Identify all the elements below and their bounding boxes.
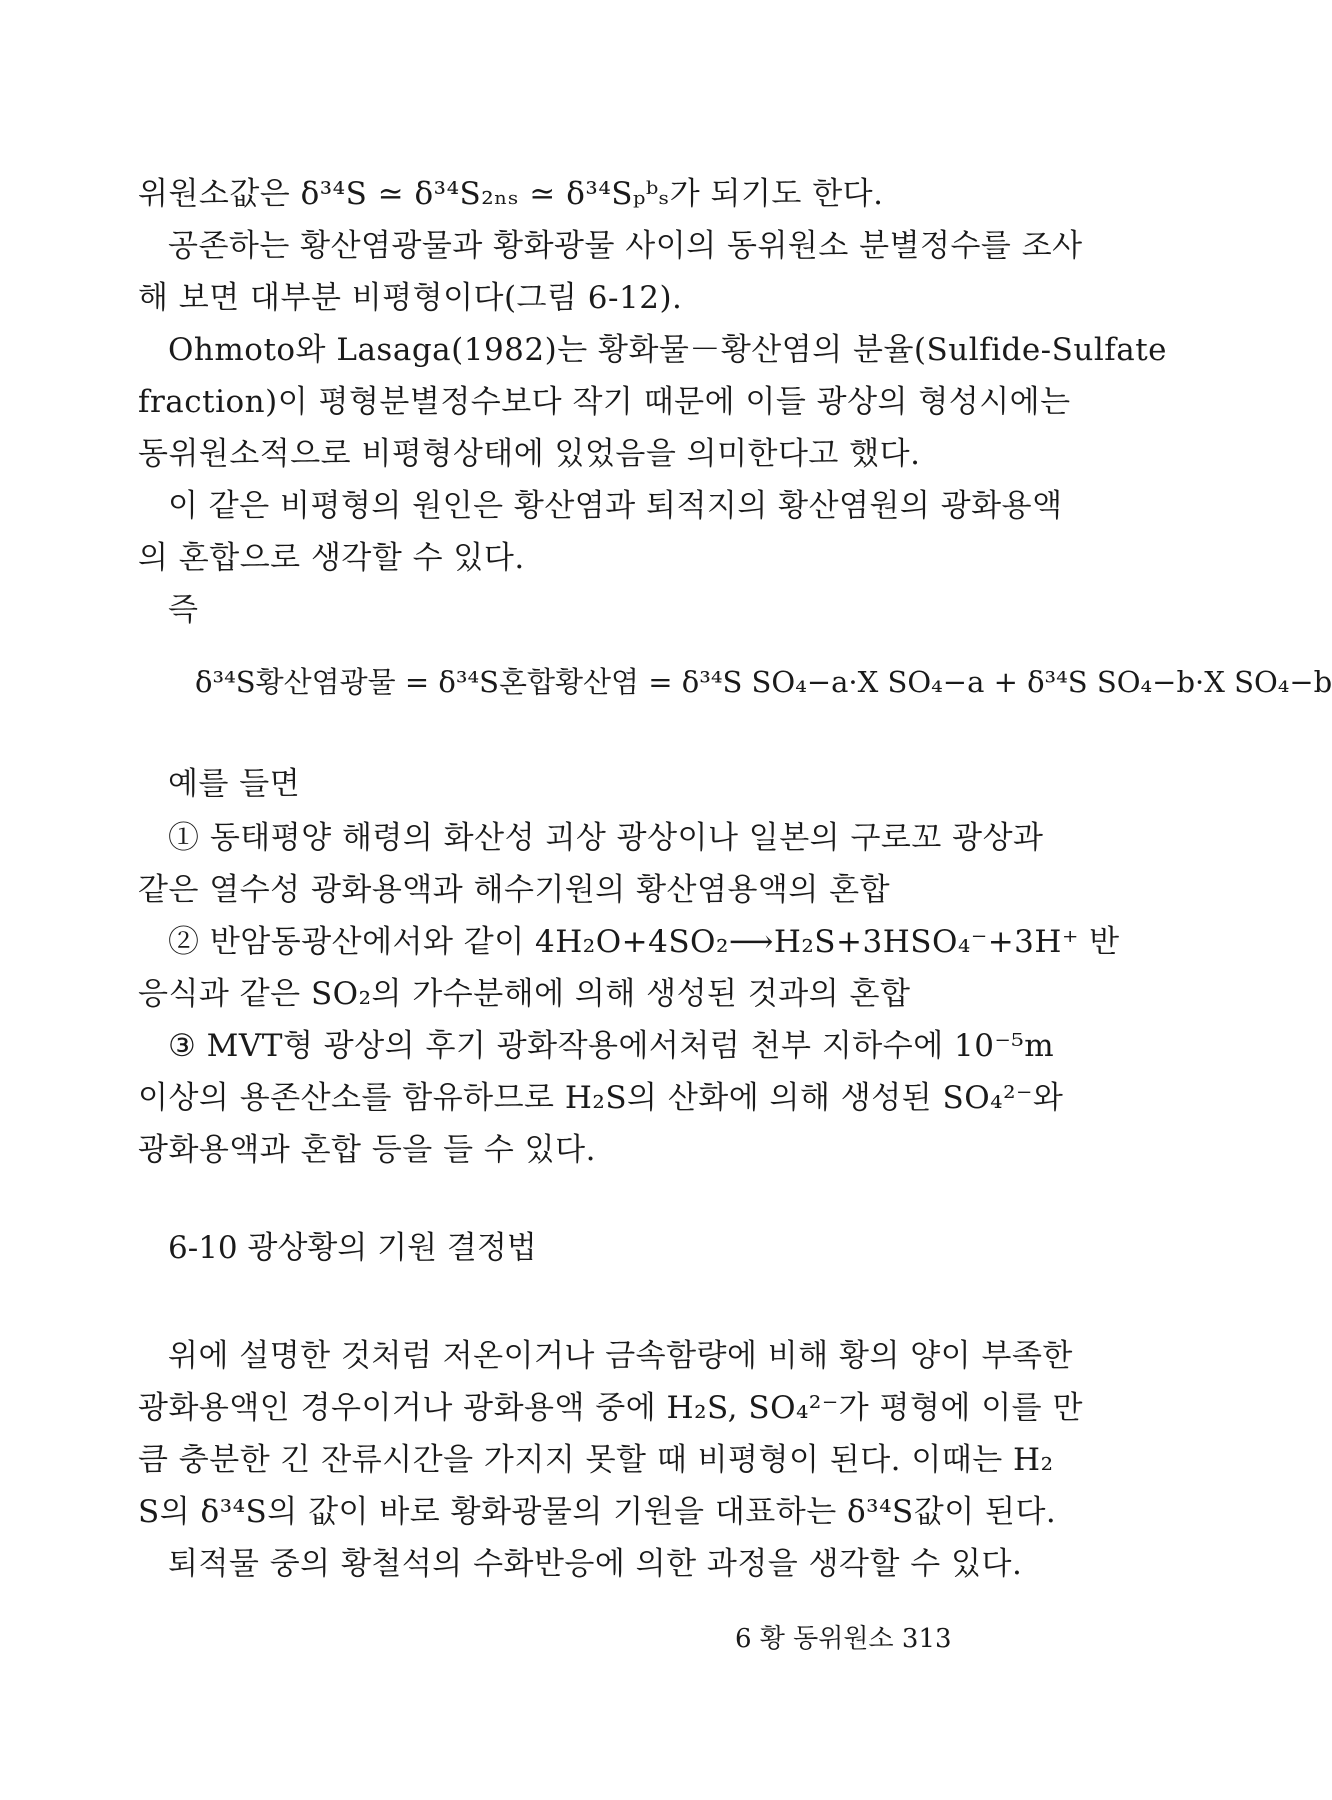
body-line: 해 보면 대부분 비평형이다(그림 6-12). (138, 280, 683, 316)
example-line: 응식과 같은 SO₂의 가수분해에 의해 생성된 것과의 혼합 (138, 976, 911, 1012)
section-heading: 6-10 광상황의 기원 결정법 (168, 1230, 537, 1266)
example-line: 이상의 용존산소를 함유하므로 H₂S의 산화에 의해 생성된 SO₄²⁻와 (138, 1080, 1064, 1116)
isotope-equation: δ³⁴S황산염광물 = δ³⁴S혼합황산염 = δ³⁴S SO₄−a·X SO₄−a + δ³⁴S SO₄−b·X SO₄−b (195, 665, 1332, 699)
section-line: 위에 설명한 것처럼 저온이거나 금속함량에 비해 황의 양이 부족한 (168, 1338, 1073, 1374)
body-line: 동위원소적으로 비평형상태에 있었음을 의미한다고 했다. (138, 436, 921, 472)
body-line: 의 혼합으로 생각할 수 있다. (138, 540, 525, 576)
example-line: ① 동태평양 해령의 화산성 괴상 광상이나 일본의 구로꼬 광상과 (168, 820, 1044, 856)
body-line: Ohmoto와 Lasaga(1982)는 황화물－황산염의 분율(Sulfide-Sulfate (168, 332, 1168, 368)
body-line: 공존하는 황산염광물과 황화광물 사이의 동위원소 분별정수를 조사 (168, 228, 1083, 264)
body-line: fraction)이 평형분별정수보다 작기 때문에 이들 광상의 형성시에는 (138, 384, 1071, 420)
body-line: 즉 (168, 592, 199, 628)
body-line: 위원소값은 δ³⁴S ≃ δ³⁴S₂ₙₛ ≃ δ³⁴Sₚᵇₛ가 되기도 한다. (138, 176, 884, 212)
page-footer: 6 황 동위원소 313 (735, 1624, 952, 1654)
section-line: 큼 충분한 긴 잔류시간을 가지지 못할 때 비평형이 된다. 이때는 H₂ (138, 1442, 1054, 1478)
example-line: 같은 열수성 광화용액과 해수기원의 황산염용액의 혼합 (138, 872, 891, 908)
section-line: S의 δ³⁴S의 값이 바로 황화광물의 기원을 대표하는 δ³⁴S값이 된다. (138, 1494, 1057, 1530)
example-line: 광화용액과 혼합 등을 들 수 있다. (138, 1132, 596, 1168)
section-line: 광화용액인 경우이거나 광화용액 중에 H₂S, SO₄²⁻가 평형에 이를 만 (138, 1390, 1083, 1426)
example-line: 예를 들면 (168, 766, 301, 802)
body-line: 이 같은 비평형의 원인은 황산염과 퇴적지의 황산염원의 광화용액 (168, 488, 1063, 524)
section-line: 퇴적물 중의 황철석의 수화반응에 의한 과정을 생각할 수 있다. (168, 1546, 1023, 1582)
example-line: ③ MVT형 광상의 후기 광화작용에서처럼 천부 지하수에 10⁻⁵m (168, 1028, 1055, 1064)
example-line: ② 반암동광산에서와 같이 4H₂O+4SO₂⟶H₂S+3HSO₄⁻+3H⁺ 반 (168, 924, 1120, 960)
